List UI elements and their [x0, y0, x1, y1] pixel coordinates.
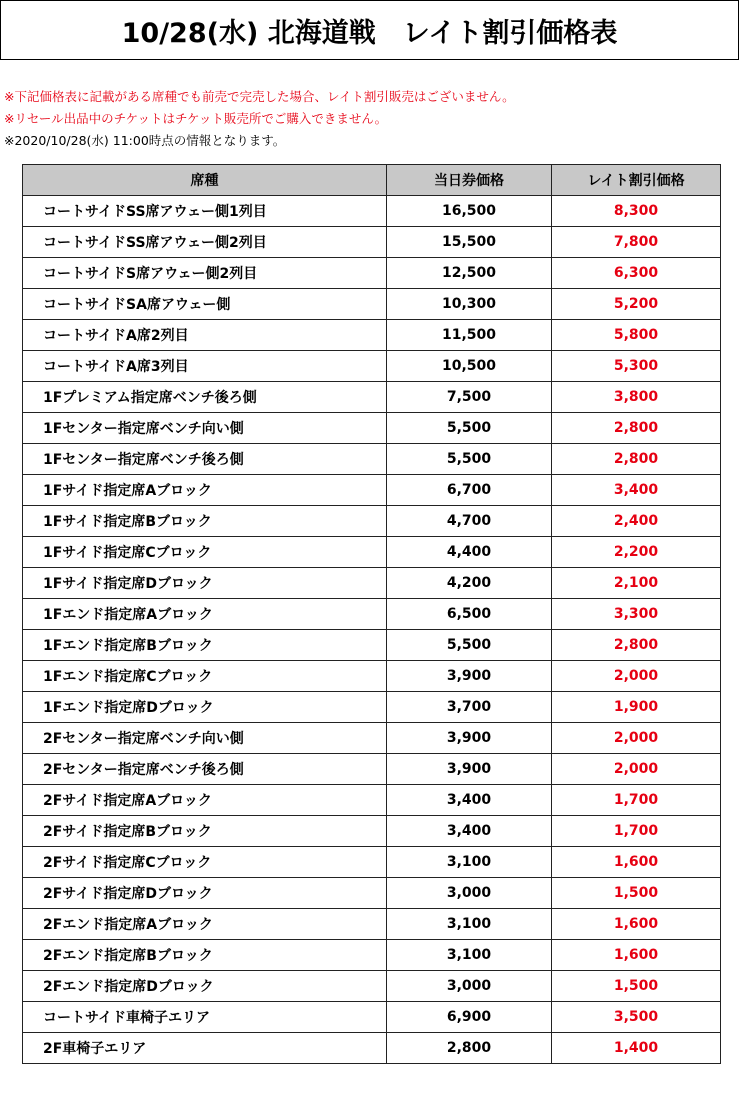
header-seat-type: 席種: [23, 165, 387, 196]
day-price-cell: 3,900: [387, 661, 552, 692]
day-price-cell: 4,400: [387, 537, 552, 568]
day-price-cell: 16,500: [387, 196, 552, 227]
header-late-price: レイト割引価格: [552, 165, 721, 196]
late-price-cell: 3,800: [552, 382, 721, 413]
late-price-cell: 1,400: [552, 1033, 721, 1064]
table-row: [23, 661, 721, 692]
table-row: [23, 227, 721, 258]
table-row: [23, 196, 721, 227]
late-price-cell: 1,600: [552, 847, 721, 878]
late-price-cell: 2,400: [552, 506, 721, 537]
table-row: [23, 537, 721, 568]
table-row: [23, 351, 721, 382]
seat-type-cell: コートサイドA席2列目: [23, 320, 387, 351]
table-row: [23, 723, 721, 754]
table-row: [23, 878, 721, 909]
day-price-cell: 4,700: [387, 506, 552, 537]
seat-type-cell: 1Fサイド指定席Cブロック: [23, 537, 387, 568]
seat-type-cell: 2F車椅子エリア: [23, 1033, 387, 1064]
late-price-cell: 1,900: [552, 692, 721, 723]
seat-type-cell: 1Fサイド指定席Bブロック: [23, 506, 387, 537]
table-row: [23, 630, 721, 661]
table-row: [23, 258, 721, 289]
seat-type-cell: 1Fエンド指定席Aブロック: [23, 599, 387, 630]
table-row: [23, 785, 721, 816]
late-price-cell: 2,000: [552, 754, 721, 785]
day-price-cell: 3,900: [387, 723, 552, 754]
price-table-body: [23, 196, 721, 1064]
late-price-cell: 3,300: [552, 599, 721, 630]
late-price-cell: 2,100: [552, 568, 721, 599]
late-price-cell: 1,500: [552, 878, 721, 909]
table-row: [23, 599, 721, 630]
seat-type-cell: 1Fサイド指定席Dブロック: [23, 568, 387, 599]
seat-type-cell: 1Fセンター指定席ベンチ後ろ側: [23, 444, 387, 475]
late-price-cell: 3,400: [552, 475, 721, 506]
table-row: [23, 847, 721, 878]
day-price-cell: 3,000: [387, 971, 552, 1002]
late-price-cell: 1,500: [552, 971, 721, 1002]
table-row: [23, 940, 721, 971]
late-price-cell: 5,300: [552, 351, 721, 382]
day-price-cell: 3,400: [387, 785, 552, 816]
table-row: [23, 1033, 721, 1064]
late-price-cell: 8,300: [552, 196, 721, 227]
table-row: [23, 506, 721, 537]
seat-type-cell: 1Fエンド指定席Cブロック: [23, 661, 387, 692]
seat-type-cell: コートサイドA席3列目: [23, 351, 387, 382]
late-price-cell: 5,800: [552, 320, 721, 351]
day-price-cell: 3,100: [387, 847, 552, 878]
day-price-cell: 3,000: [387, 878, 552, 909]
seat-type-cell: 2Fサイド指定席Cブロック: [23, 847, 387, 878]
seat-type-cell: 2Fセンター指定席ベンチ後ろ側: [23, 754, 387, 785]
seat-type-cell: コートサイド車椅子エリア: [23, 1002, 387, 1033]
day-price-cell: 6,900: [387, 1002, 552, 1033]
note-resale: ※リセール出品中のチケットはチケット販売所でご購入できません。: [4, 111, 388, 126]
seat-type-cell: コートサイドSA席アウェー側: [23, 289, 387, 320]
day-price-cell: 3,100: [387, 940, 552, 971]
table-row: [23, 1002, 721, 1033]
seat-type-cell: 1Fエンド指定席Bブロック: [23, 630, 387, 661]
price-table: [22, 164, 721, 1064]
seat-type-cell: コートサイドSS席アウェー側1列目: [23, 196, 387, 227]
seat-type-cell: コートサイドS席アウェー側2列目: [23, 258, 387, 289]
table-row: [23, 413, 721, 444]
day-price-cell: 12,500: [387, 258, 552, 289]
table-row: [23, 289, 721, 320]
day-price-cell: 2,800: [387, 1033, 552, 1064]
day-price-cell: 10,500: [387, 351, 552, 382]
day-price-cell: 15,500: [387, 227, 552, 258]
day-price-cell: 6,500: [387, 599, 552, 630]
late-price-cell: 1,600: [552, 940, 721, 971]
day-price-cell: 3,900: [387, 754, 552, 785]
day-price-cell: 10,300: [387, 289, 552, 320]
seat-type-cell: コートサイドSS席アウェー側2列目: [23, 227, 387, 258]
day-price-cell: 6,700: [387, 475, 552, 506]
late-price-cell: 2,200: [552, 537, 721, 568]
late-price-cell: 2,000: [552, 723, 721, 754]
day-price-cell: 3,400: [387, 816, 552, 847]
table-row: [23, 816, 721, 847]
late-price-cell: 5,200: [552, 289, 721, 320]
day-price-cell: 5,500: [387, 444, 552, 475]
table-row: [23, 909, 721, 940]
seat-type-cell: 1Fプレミアム指定席ベンチ後ろ側: [23, 382, 387, 413]
seat-type-cell: 2Fエンド指定席Aブロック: [23, 909, 387, 940]
day-price-cell: 3,700: [387, 692, 552, 723]
day-price-cell: 5,500: [387, 630, 552, 661]
seat-type-cell: 2Fサイド指定席Dブロック: [23, 878, 387, 909]
late-price-cell: 2,800: [552, 630, 721, 661]
late-price-cell: 7,800: [552, 227, 721, 258]
seat-type-cell: 1Fサイド指定席Aブロック: [23, 475, 387, 506]
day-price-cell: 11,500: [387, 320, 552, 351]
page-title: 10/28(水) 北海道戦 レイト割引価格表: [121, 17, 618, 49]
table-row: [23, 475, 721, 506]
title-box: [0, 0, 739, 60]
table-row: [23, 568, 721, 599]
seat-type-cell: 2Fエンド指定席Bブロック: [23, 940, 387, 971]
table-row: [23, 971, 721, 1002]
day-price-cell: 5,500: [387, 413, 552, 444]
seat-type-cell: 2Fセンター指定席ベンチ向い側: [23, 723, 387, 754]
seat-type-cell: 2Fサイド指定席Bブロック: [23, 816, 387, 847]
seat-type-cell: 2Fエンド指定席Dブロック: [23, 971, 387, 1002]
table-row: [23, 754, 721, 785]
table-row: [23, 692, 721, 723]
seat-type-cell: 2Fサイド指定席Aブロック: [23, 785, 387, 816]
late-price-cell: 1,700: [552, 816, 721, 847]
late-price-cell: 2,800: [552, 444, 721, 475]
notes: [4, 86, 734, 152]
day-price-cell: 7,500: [387, 382, 552, 413]
seat-type-cell: 1Fセンター指定席ベンチ向い側: [23, 413, 387, 444]
late-price-cell: 1,700: [552, 785, 721, 816]
day-price-cell: 3,100: [387, 909, 552, 940]
day-price-cell: 4,200: [387, 568, 552, 599]
late-price-cell: 2,000: [552, 661, 721, 692]
table-header-row: [23, 165, 721, 196]
late-price-cell: 3,500: [552, 1002, 721, 1033]
header-day-price: 当日券価格: [387, 165, 552, 196]
late-price-cell: 2,800: [552, 413, 721, 444]
late-price-cell: 1,600: [552, 909, 721, 940]
note-sold-out: ※下記価格表に記載がある席種でも前売で完売した場合、レイト割引販売はございません。: [4, 89, 515, 104]
table-row: [23, 444, 721, 475]
table-row: [23, 320, 721, 351]
seat-type-cell: 1Fエンド指定席Dブロック: [23, 692, 387, 723]
note-info-time: ※2020/10/28(水) 11:00時点の情報となります。: [4, 133, 286, 148]
late-price-cell: 6,300: [552, 258, 721, 289]
table-row: [23, 382, 721, 413]
